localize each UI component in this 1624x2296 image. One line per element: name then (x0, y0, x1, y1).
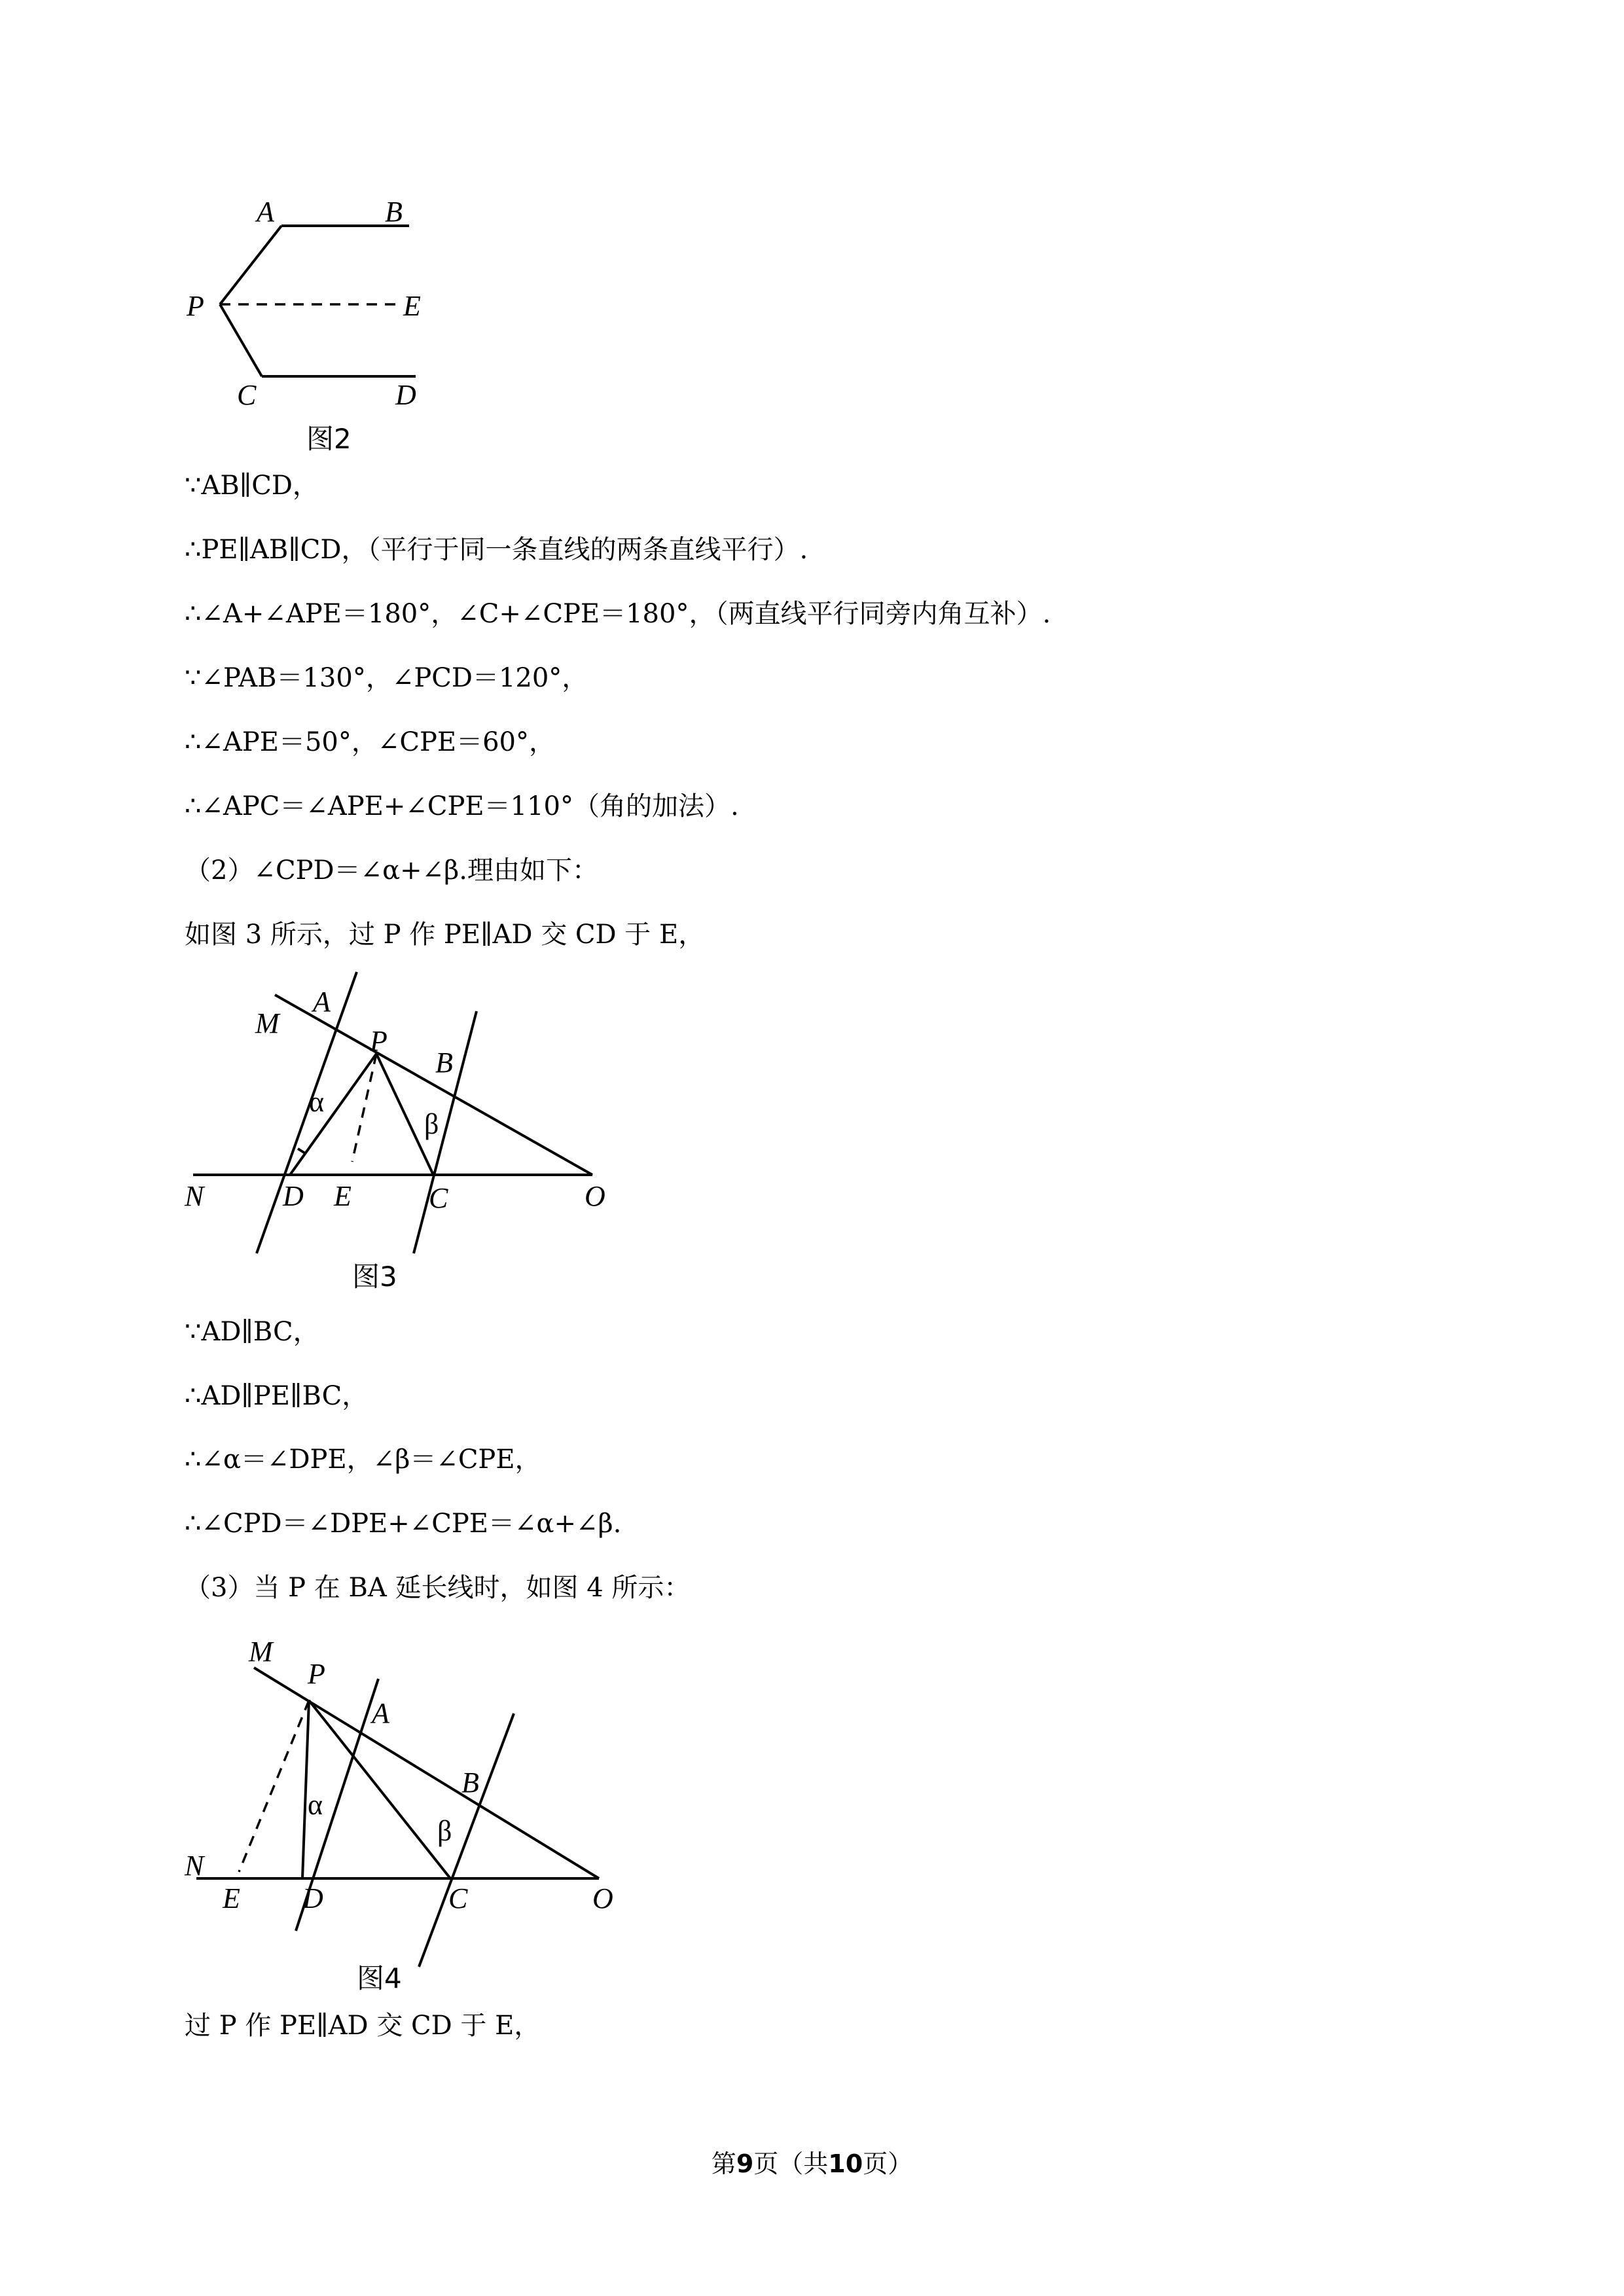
proof2-line-2: ∴AD∥PE∥BC， (185, 1381, 369, 1411)
part2-line-1: （2）∠CPD＝∠α+∠β.理由如下： (185, 855, 598, 886)
label-m: M (255, 1007, 280, 1039)
proof1-line-3: ∴∠A+∠APE＝180°，∠C+∠CPE＝180°，（两直线平行同旁内角互补）. (185, 599, 1051, 629)
proof2-line-3: ∴∠α＝∠DPE，∠β＝∠CPE， (185, 1444, 541, 1475)
part3-line: （3）当 P 在 BA 延长线时，如图 4 所示： (185, 1573, 691, 1603)
proof1-line-1: ∵AB∥CD， (185, 471, 319, 501)
footer-mid: 页（共 (753, 2149, 829, 2178)
label-b: B (435, 1047, 453, 1079)
label-o: O (592, 1882, 613, 1914)
proof2-line-4: ∴∠CPD＝∠DPE+∠CPE＝∠α+∠β. (185, 1509, 622, 1539)
label-c: C (448, 1882, 468, 1914)
label-c: C (429, 1182, 448, 1214)
label-p: P (187, 290, 204, 322)
label-n: N (185, 1180, 204, 1212)
figure-4-caption: 图4 (357, 1962, 402, 1994)
label-beta: β (424, 1108, 439, 1140)
footer-page-number: 9 (736, 2149, 754, 2178)
figure-3-caption: 图3 (352, 1261, 397, 1293)
line-bc (419, 1713, 514, 1967)
footer-total-pages: 10 (828, 2149, 863, 2178)
proof2-line-1: ∵AD∥BC， (185, 1317, 319, 1347)
figure-4 (0, 0, 655, 2016)
label-a: A (372, 1697, 389, 1729)
label-d: D (302, 1882, 323, 1914)
label-p: P (308, 1658, 325, 1690)
part2-line-2: 如图 3 所示，过 P 作 PE∥AD 交 CD 于 E， (185, 920, 705, 950)
page-footer (0, 2144, 1624, 2179)
label-d: D (283, 1180, 304, 1212)
proof1-line-6: ∴∠APC＝∠APE+∠CPE＝110°（角的加法）. (185, 791, 739, 821)
footer-suffix: 页） (863, 2149, 913, 2178)
label-o: O (585, 1180, 605, 1212)
label-b: B (461, 1767, 479, 1799)
label-e: E (334, 1180, 352, 1212)
proof1-line-5: ∴∠APE＝50°，∠CPE＝60°， (185, 727, 555, 757)
last-line: 过 P 作 PE∥AD 交 CD 于 E， (185, 2011, 541, 2041)
label-n: N (185, 1850, 204, 1882)
label-p: P (370, 1025, 388, 1057)
proof1-line-4: ∵∠PAB＝130°，∠PCD＝120°， (185, 663, 588, 693)
label-m: M (249, 1636, 273, 1668)
label-c: C (237, 379, 257, 411)
label-a: A (257, 196, 274, 228)
label-d: D (395, 379, 416, 411)
label-e: E (223, 1882, 240, 1914)
label-e: E (403, 290, 421, 322)
label-a: A (313, 986, 331, 1018)
label-alpha: α (309, 1086, 325, 1118)
label-b: B (385, 196, 403, 228)
label-alpha: α (308, 1789, 323, 1821)
label-beta: β (437, 1815, 452, 1847)
footer-prefix: 第 (711, 2149, 736, 2178)
figure-2-caption: 图2 (306, 423, 352, 455)
proof1-line-2: ∴PE∥AB∥CD，（平行于同一条直线的两条直线平行）. (185, 535, 808, 565)
dashed-pe (239, 1700, 309, 1872)
